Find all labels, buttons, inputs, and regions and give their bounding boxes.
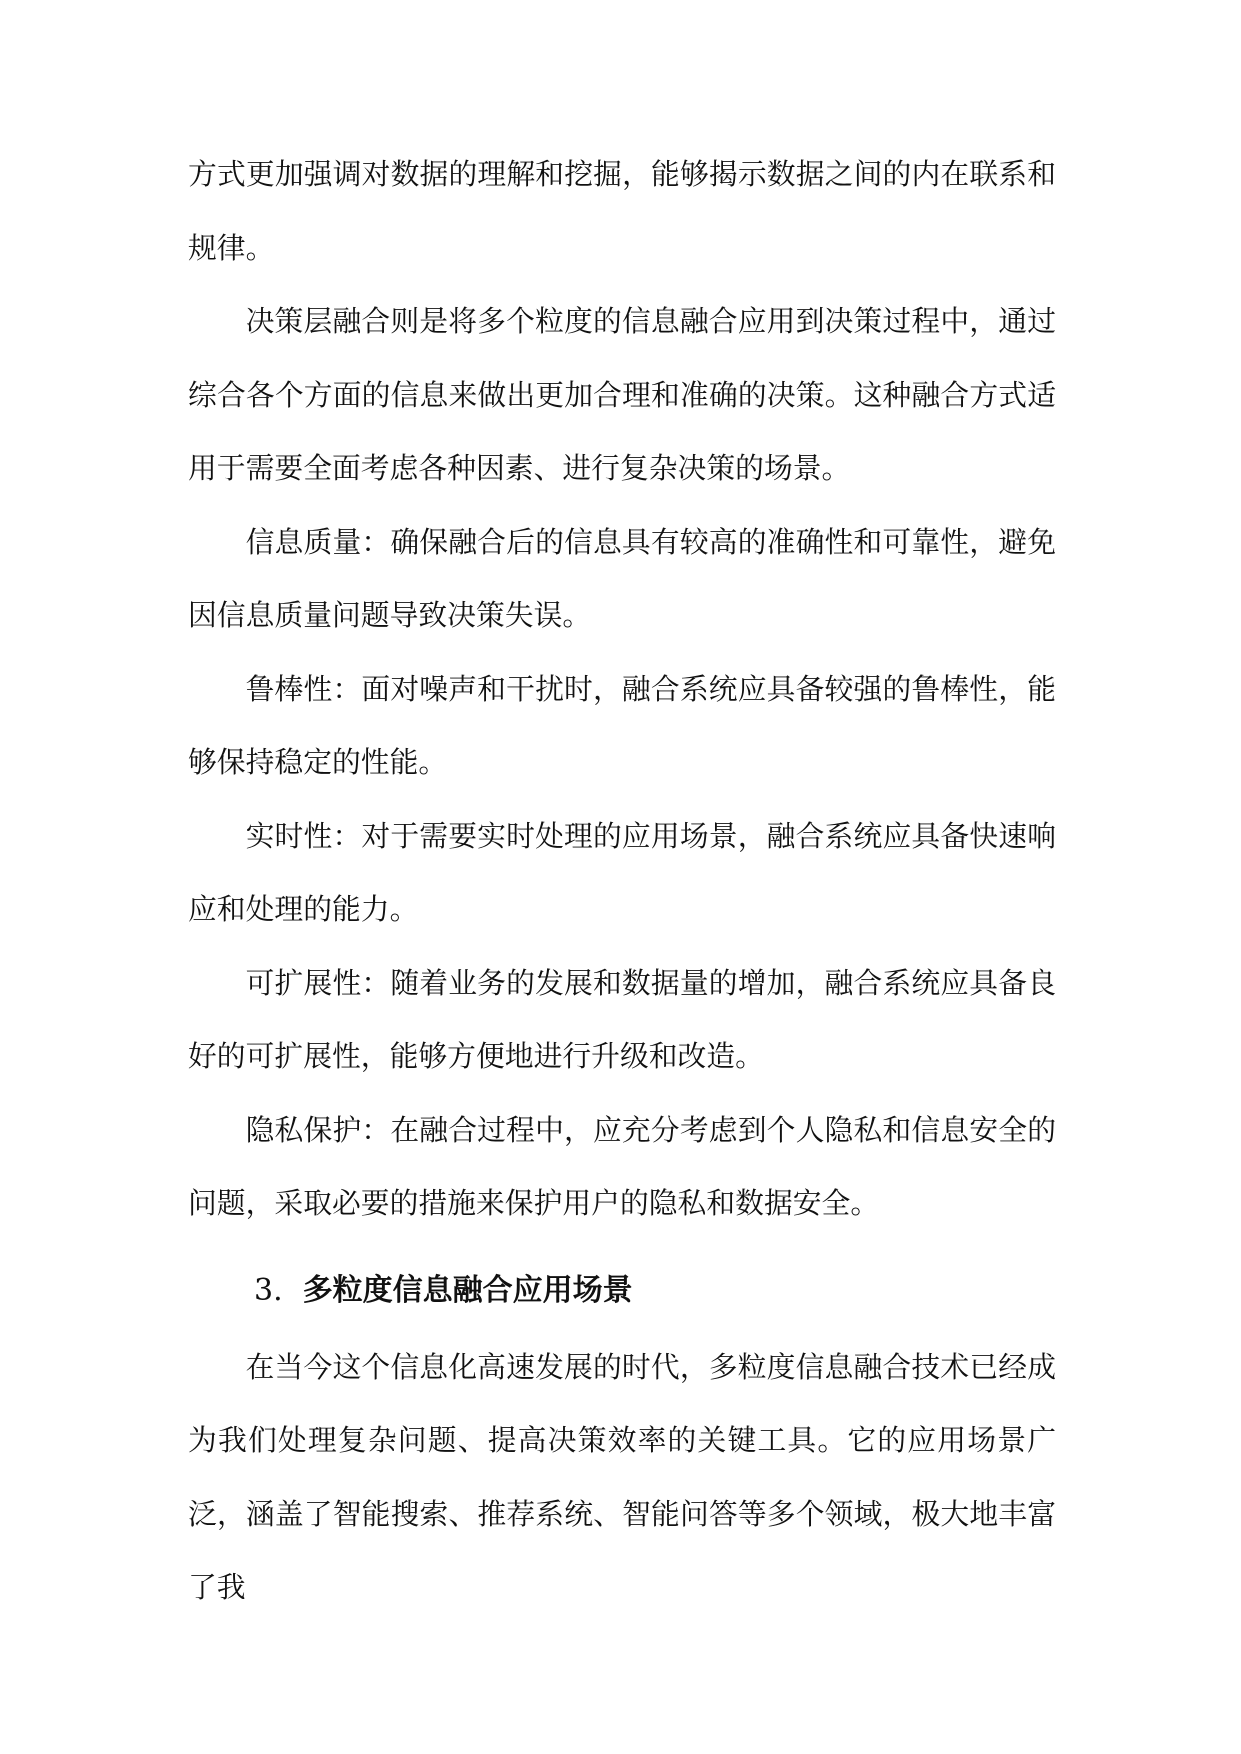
page-content bbox=[188, 138, 1056, 1625]
paragraph-real-time: 实时性：对于需要实时处理的应用场景，融合系统应具备快速响应和处理的能力。 bbox=[188, 818, 1056, 926]
paragraph-data-mining-continuation: 方式更加强调对数据的理解和挖掘，能够揭示数据之间的内在联系和规律。 bbox=[188, 157, 1056, 265]
section-heading-title: 多粒度信息融合应用场景 bbox=[302, 1272, 633, 1308]
paragraph-scalability: 可扩展性：随着业务的发展和数据量的增加，融合系统应具备良好的可扩展性，能够方便地进行升级和改造。 bbox=[188, 965, 1056, 1073]
paragraph-decision-layer-fusion: 决策层融合则是将多个粒度的信息融合应用到决策过程中，通过综合各个方面的信息来做出更加合理和准确的决策。这种融合方式适用于需要全面考虑各种因素、进行复杂决策的场景。 bbox=[188, 304, 1056, 485]
paragraph-robustness: 鲁棒性：面对噪声和干扰时，融合系统应具备较强的鲁棒性，能够保持稳定的性能。 bbox=[188, 671, 1056, 779]
paragraph-information-quality: 信息质量：确保融合后的信息具有较高的准确性和可靠性，避免因信息质量问题导致决策失误。 bbox=[188, 524, 1056, 632]
paragraph-application-scenarios-intro: 在当今这个信息化高速发展的时代，多粒度信息融合技术已经成为我们处理复杂问题、提高决策效率的关键工具。它的应用场景广泛，涵盖了智能搜索、推荐系统、智能问答等多个领域，极大地丰富了我 bbox=[188, 1349, 1056, 1604]
section-heading-number: 3. bbox=[254, 1272, 283, 1308]
section-heading bbox=[188, 1261, 1056, 1321]
paragraph-privacy-protection: 隐私保护：在融合过程中，应充分考虑到个人隐私和信息安全的问题，采取必要的措施来保护用户的隐私和数据安全。 bbox=[188, 1112, 1056, 1220]
